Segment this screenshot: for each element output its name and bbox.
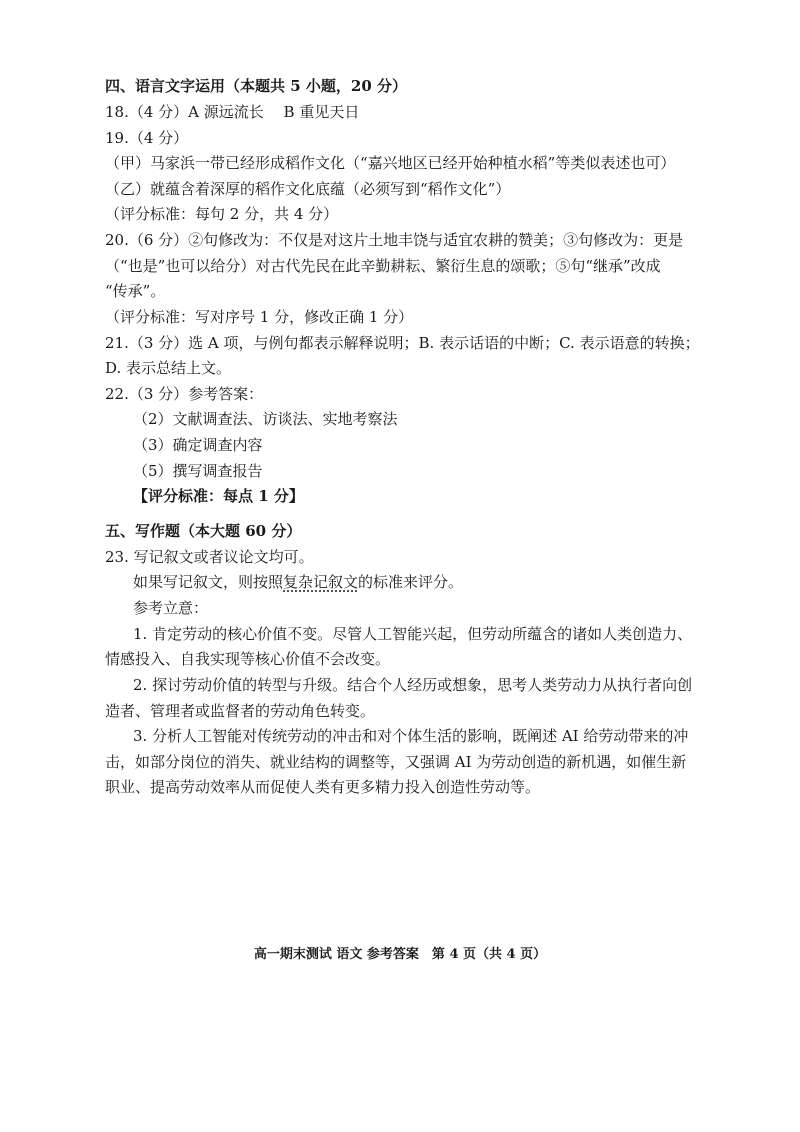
q20-answer-line2: （“也是”也可以给分）对古代先民在此辛勤耕耘、繁衍生息的颂歌；⑤句“继承”改成	[105, 257, 661, 275]
idea3-line2: 击，如部分岗位的消失、就业结构的调整等，又强调 AI 为劳动创造的新机遇，如催生新	[105, 753, 687, 771]
q20-answer-line1: 20.（6 分）②句修改为：不仅是对这片土地丰饶与适宜农耕的赞美；③句修改为：更是	[105, 231, 684, 249]
idea1-line2: 情感投入、自我实现等核心价值不会改变。	[105, 650, 391, 668]
q23-heading: 23. 写记叙文或者议论文均可。	[105, 548, 314, 566]
idea3-line1: 3. 分析人工智能对传统劳动的冲击和对个体生活的影响，既阐述 AI 给劳动带来的冲	[133, 727, 689, 745]
idea3-line3: 职业、提高劳动效率从而促使人类有更多精力投入创造性劳动等。	[105, 778, 541, 796]
q19-heading: 19.（4 分）	[105, 129, 189, 147]
q23-instruction	[133, 572, 463, 592]
q23-instruction-post: 的标准来评分。	[358, 573, 464, 591]
q18-answer: 18.（4 分）A 源远流长 B 重见天日	[105, 103, 360, 121]
q20-scoring: （评分标准：写对序号 1 分，修改正确 1 分）	[105, 308, 414, 326]
q22-heading: 22.（3 分）参考答案：	[105, 385, 264, 403]
q19-answer-a: （甲）马家浜一带已经形成稻作文化（“嘉兴地区已经开始种植水稻”等类似表述也可）	[105, 154, 676, 172]
q21-answer-line2: D. 表示总结上文。	[105, 359, 232, 377]
q23-instruction-emphasis: 复杂记叙文	[283, 573, 359, 591]
q22-item: （3）确定调查内容	[133, 436, 263, 454]
idea1-line1: 1. 肯定劳动的核心价值不变。尽管人工智能兴起，但劳动所蕴含的诸如人类创造力、	[133, 625, 693, 643]
section4-heading: 四、语言文字运用（本题共 5 小题，20 分）	[105, 77, 407, 95]
q23-instruction-pre: 如果写记叙文，则按照	[133, 573, 284, 591]
q19-answer-b: （乙）就蕴含着深厚的稻作文化底蕴（必须写到“稻作文化”）	[105, 180, 511, 198]
idea2-line2: 造者、管理者或监督者的劳动角色转变。	[105, 702, 376, 720]
q19-scoring: （评分标准：每句 2 分，共 4 分）	[105, 205, 339, 223]
q22-scoring: 【评分标准：每点 1 分】	[133, 487, 304, 505]
section5-heading: 五、写作题（本大题 60 分）	[105, 522, 302, 540]
idea2-line1: 2. 探讨劳动价值的转型与升级。结合个人经历或想象，思考人类劳动力从执行者向创	[133, 676, 693, 694]
q22-item: （2）文献调查法、访谈法、实地考察法	[133, 410, 398, 428]
q21-answer-line1: 21.（3 分）选 A 项，与例句都表示解释说明；B. 表示话语的中断；C. 表示语意的转换；	[105, 334, 700, 352]
q22-item: （5）撰写调查报告	[133, 462, 263, 480]
reference-ideas-title: 参考立意：	[133, 599, 209, 617]
page-footer: 高一期末测试 语文 参考答案 第 4 页（共 4 页）	[253, 947, 547, 962]
q20-answer-line3: “传承”。	[105, 282, 166, 300]
